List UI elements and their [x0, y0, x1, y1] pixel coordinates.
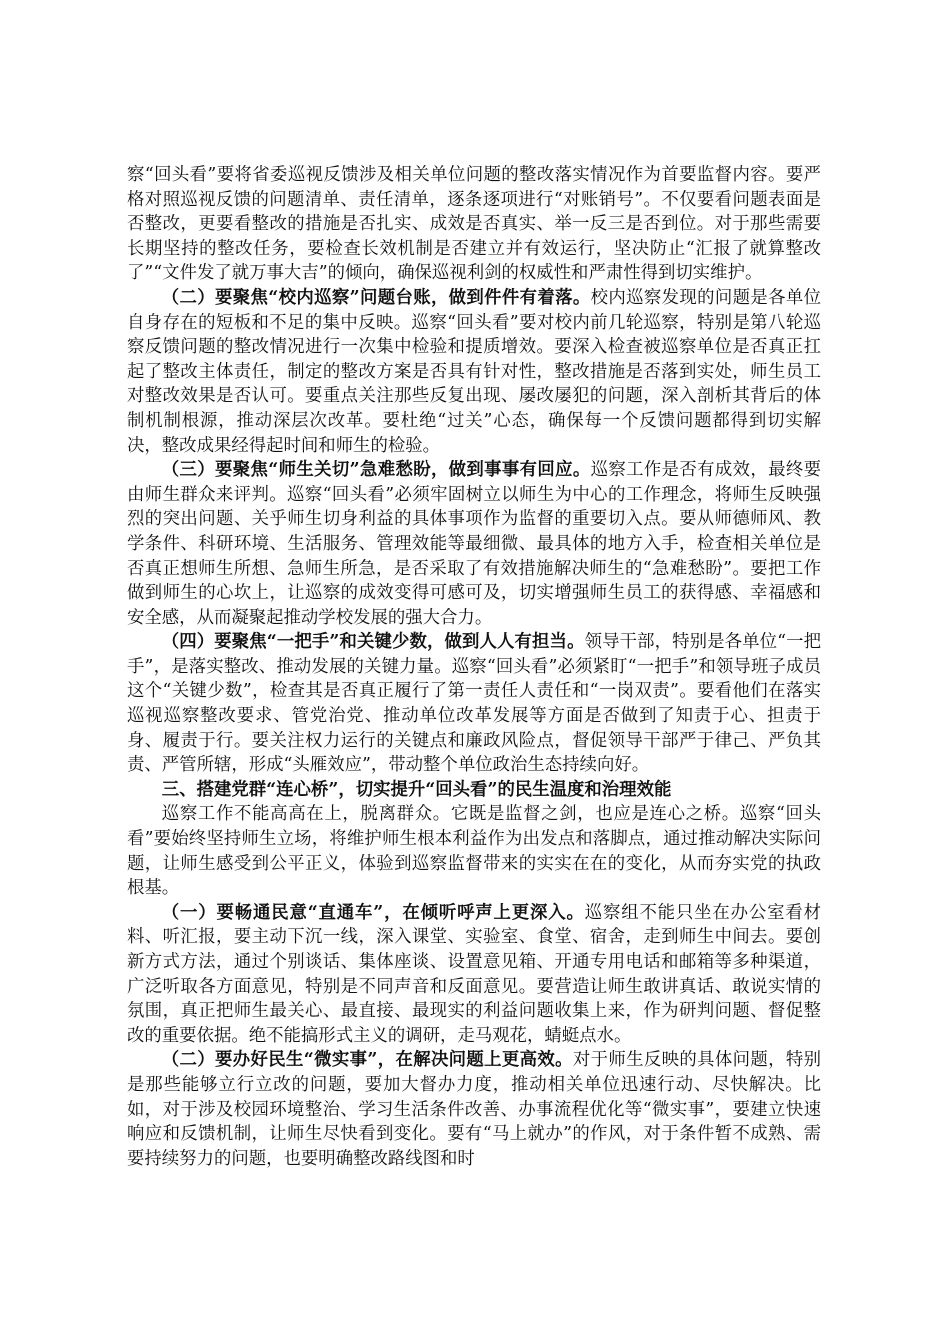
document-page — [127, 163, 821, 1171]
paragraph-section-intro — [127, 802, 821, 900]
paragraph-text: 巡察工作不能高高在上，脱离群众。它既是监督之剑，也应是连心之桥。巡察“回头看”要始终坚持师生立场，将维护师生根本利益作为出发点和落脚点，通过推动解决实际问题，让师生感受到公平正义，体验到巡察监督带来的实实在在的变化，从而夯实党的执政根基。 — [127, 804, 821, 899]
paragraph-text: 巡察组不能只坐在办公室看材料、听汇报，要主动下沉一线，深入课堂、实验室、食堂、宿舍，走到师生中间去。要创新方式方法，通过个别谈话、集体座谈、设置意见箱、开通专用电话和邮箱等多种渠道，广泛听取各方面意见，特别是不同声音和反面意见。要营造让师生敢讲真话、敢说实情的氛围，真正把师生最关心、最直接、最现实的利益问题收集上来，作为研判问题、督促整改的重要依据。绝不能搞形式主义的调研，走马观花，蜻蜓点水。 — [127, 902, 821, 1046]
paragraph-lead: （三）要聚焦“师生关切”急难愁盼，做到事事有回应。 — [161, 460, 591, 481]
paragraph-lead: （二）要办好民生“微实事”，在解决问题上更高效。 — [161, 1050, 573, 1071]
paragraph-continuation — [127, 163, 821, 286]
paragraph-lead: （二）要聚焦“校内巡察”问题台账，做到件件有着落。 — [161, 287, 591, 308]
paragraph-text: 察“回头看”要将省委巡视反馈涉及相关单位问题的整改落实情况作为首要监督内容。要严格对照巡视反馈的问题清单、责任清单，逐条逐项进行“对账销号”。不仅要看问题表面是否整改，更要看整改的措施是否扎实、成效是否真实、举一反三是否到位。对于那些需要长期坚持的整改任务，要检查长效机制是否建立并有效运行，坚决防止“汇报了就算整改了”“文件发了就万事大吉”的倾向，确保巡视利剑的权威性和严肃性得到切实维护。 — [127, 165, 821, 284]
paragraph-subsection-2 — [127, 286, 821, 458]
paragraph-subsection-1 — [127, 901, 821, 1049]
paragraph-subsection-2b — [127, 1048, 821, 1171]
paragraph-lead: （四）要聚焦“一把手”和关键少数，做到人人有担当。 — [161, 632, 585, 653]
paragraph-text: 巡察工作是否有成效，最终要由师生群众来评判。巡察“回头看”必须牢固树立以师生为中心的工作理念，将师生反映强烈的突出问题、关乎师生切身利益的具体事项作为监督的重要切入点。要从师德师风、教学条件、科研环境、生活服务、管理效能等最细微、最具体的地方入手，检查相关单位是否真正想师生所想、急师生所急，是否采取了有效措施解决师生的“急难愁盼”。要把工作做到师生的心坎上，让巡察的成效变得可感可及，切实增强师生员工的获得感、幸福感和安全感，从而凝聚起推动学校发展的强大合力。 — [127, 460, 821, 628]
paragraph-subsection-3 — [127, 458, 821, 630]
paragraph-text: 领导干部，特别是各单位“一把手”，是落实整改、推动发展的关键力量。巡察“回头看”必须紧盯“一把手”和领导班子成员这个“关键少数”，检查其是否真正履行了第一责任人责任和“一岗双责”。要看他们在落实巡视巡察整改要求、管党治党、推动单位改革发展等方面是否做到了知责于心、担责于身、履责于行。要关注权力运行的关键点和廉政风险点，督促领导干部严于律己、严负其责、严管所辖，形成“头雁效应”，带动整个单位政治生态持续向好。 — [127, 632, 821, 776]
paragraph-text: 对于师生反映的具体问题，特别是那些能够立行立改的问题，要加大督办力度，推动相关单位迅速行动、尽快解决。比如，对于涉及校园环境整治、学习生活条件改善、办事流程优化等“微实事”，要建立快速响应和反馈机制，让师生尽快看到变化。要有“马上就办”的作风，对于条件暂不成熟、需要持续努力的问题，也要明确整改路线图和时 — [127, 1050, 821, 1169]
paragraph-text: 校内巡察发现的问题是各单位自身存在的短板和不足的集中反映。巡察“回头看”要对校内前几轮巡察，特别是第八轮巡察反馈问题的整改情况进行一次集中检验和提质增效。要深入检查被巡察单位是否真正扛起了整改主体责任，制定的整改方案是否具有针对性，整改措施是否落到实处，师生员工对整改效果是否认可。要重点关注那些反复出现、屡改屡犯的问题，深入剖析其背后的体制机制根源，推动深层次改革。要杜绝“过关”心态，确保每一个反馈问题都得到切实解决，整改成果经得起时间和师生的检验。 — [127, 287, 821, 456]
section-heading: 三、搭建党群“连心桥”，切实提升“回头看”的民生温度和治理效能 — [161, 779, 672, 800]
paragraph-lead: （一）要畅通民意“直通车”，在倾听呼声上更深入。 — [161, 902, 585, 923]
paragraph-subsection-4 — [127, 630, 821, 778]
